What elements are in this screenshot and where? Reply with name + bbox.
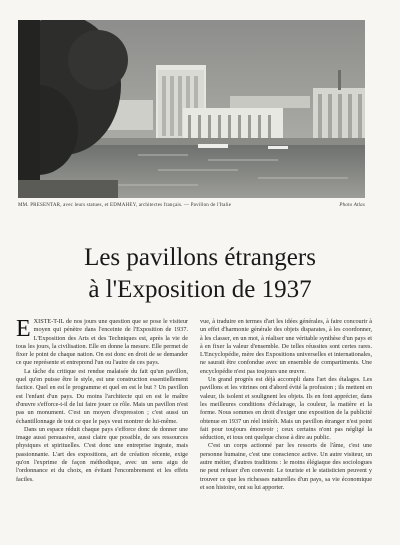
- caption-text: MM. PRESENTAR, avec leurs statues, et EDMAHEY, architectes français. — Pavillon de l'Italie: [18, 202, 232, 208]
- article-column-left: [16, 318, 188, 544]
- paragraph-text: XISTE-T-IL de nos jours une question que se pose le visiteur moyen qui pénètre dans l'enceinte de l'Exposition de 1937. L'Exposition des Arts et des Techniques est, après la vie de tous les jours, la civilisation. Elle en donne la mesure. Elle permet de fixer le point de chaque nation. On est donc en droit de se demander ce que représente et entreprend l'un ou l'autre de ces pays.: [16, 318, 188, 367]
- article-column-right: [200, 318, 372, 544]
- photo-credit: Photo Atlas: [339, 202, 365, 208]
- paragraph: Un grand progrès est déjà accompli dans l'art des étalages. Les pavillons et les vitrines ont d'abord évité la profusion ; ils mettent en valeur, ils isolent et soulignent les objets. Ils en font apprécier, dans les meilleures conditions d'éclairage, la couleur, la matière et la forme. Nous sommes en droit d'exiger une exposition de la publicité obtenue en 1937 un réel intérêt. Mais un pavillon étranger n'est point fait pour toujours émouvoir ; ceux certains n'ont pas négligé la séduction, et tous ont quelque chose à dire au public.: [200, 376, 372, 442]
- photo-caption: [18, 200, 365, 210]
- paragraph: C'est un corps actionné par les ressorts de l'âme, c'est une personne humaine, c'est une conscience active. Un autre visiteur, un autre métier, d'autres traditions : le moins élégiaque des sociologues ne peut refuser d'en convenir. Le touriste et le statisticien peuvent y trouver ce que les richesses naturelles d'un pays, sa vie économique et son histoire, ont su lui apporter.: [200, 442, 372, 491]
- drop-cap: E: [16, 318, 31, 342]
- paragraph: vue, à traduire en termes d'art les idées générales, à faire concourir à un effet d'harmonie générale des objets disparates, à les coordonner, à les classer, en un mot, à réaliser une véritable synthèse d'un pays et à en fixer la valeur d'ensemble. De telles réussites sont certes rares. L'Encyclopédie, mère des Expositions universelles et internationales, ne saurait être confondue avec un ensemble de compartiments. Une encyclopédie n'est pas toujours une œuvre.: [200, 318, 372, 375]
- paragraph: Dans un espace réduit chaque pays s'efforce donc de donner une image aussi persuasive, aussi claire que possible, de ses ressources physiques et spirituelles. C'est donc une entreprise ingrate, mais passionnante. L'art des expositions, art de création récente, exige qu'on l'exprime de façon méthodique, avec un sens aigu de l'ordonnance et du choix, en évitant l'encombrement et les effets faciles.: [16, 425, 188, 483]
- article-title-line-2: à l'Exposition de 1937: [88, 276, 312, 303]
- article-title-line-1: Les pavillons étrangers: [84, 244, 316, 271]
- exhibition-photo: [18, 20, 365, 198]
- paragraph: La tâche du critique est rendue malaisée du fait qu'un pavillon, quel qu'en puisse être le style, est une construction essentiellement factice. Quel en est le programme et quel en est le but ? Un pavillon est l'enfant d'un pays. Du moins l'architecte qui en est le maître d'œuvre s'efforce-t-il de lui faire jouer ce rôle. Mais un pavillon n'est pas un monument. C'est un moyen d'expression ; c'est aussi un échantillonnage de tout ce que le pays veut montrer de lui-même.: [16, 367, 188, 425]
- pavilion-photo-illustration: [18, 20, 365, 198]
- paragraph: [16, 318, 188, 368]
